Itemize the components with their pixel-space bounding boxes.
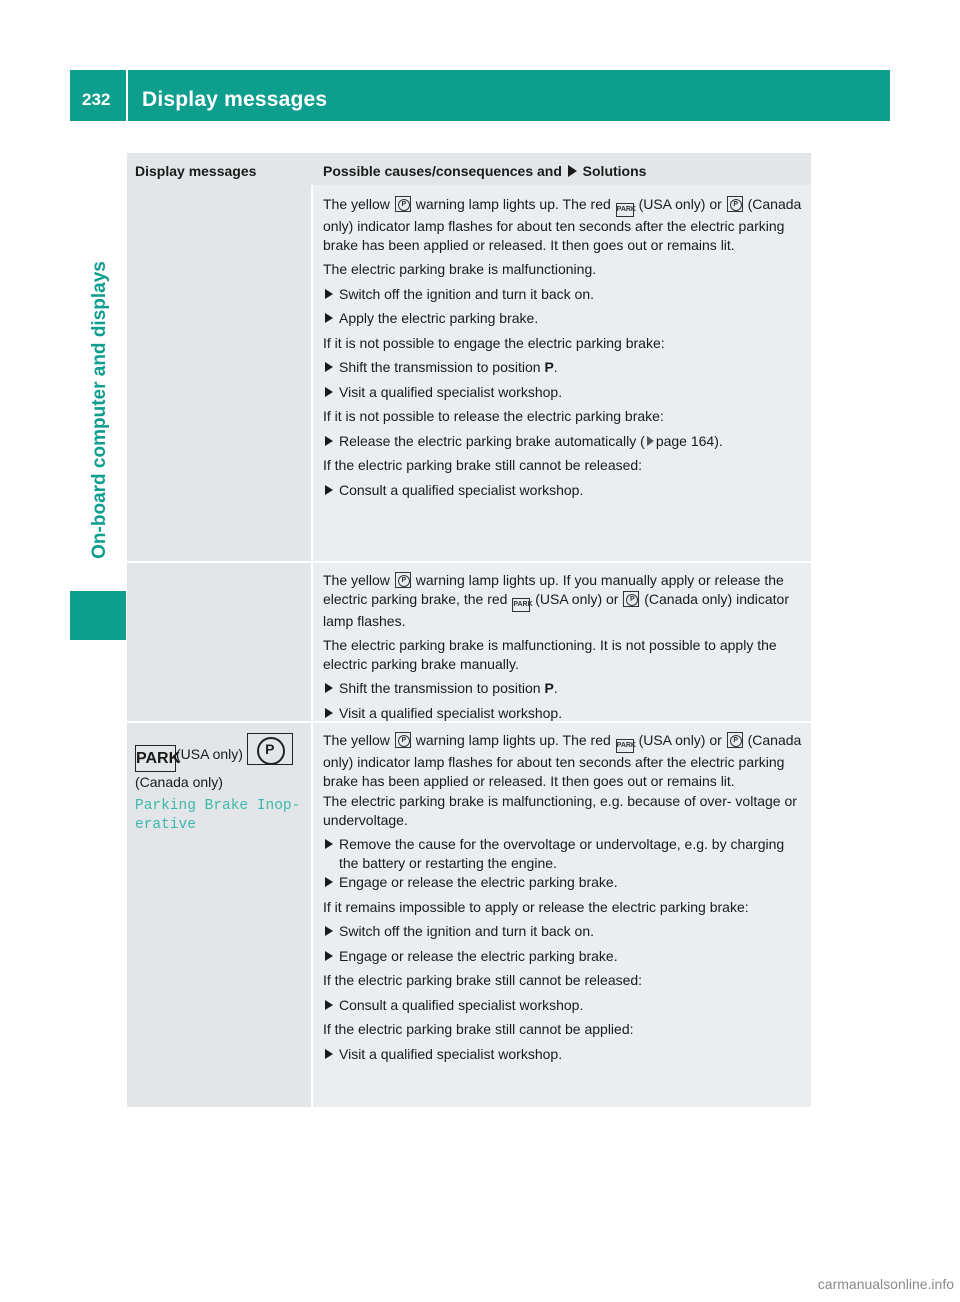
side-tab-label: On-board computer and displays (89, 261, 110, 559)
paragraph (323, 731, 805, 790)
page-header (70, 70, 890, 121)
parking-brake-p-icon (623, 591, 639, 607)
step-item (323, 358, 805, 377)
arrow-right-icon (568, 165, 577, 177)
step-arrow-icon (325, 1049, 333, 1059)
step-arrow-icon (325, 951, 333, 961)
step-item (323, 285, 805, 304)
text: Switch off the ignition and turn it back on. (339, 923, 595, 939)
paragraph: The electric parking brake is malfunctioning. (323, 261, 597, 277)
paragraph (323, 195, 805, 254)
display-message-cell (127, 563, 313, 721)
table-row (127, 723, 811, 1107)
step-arrow-icon (325, 485, 333, 495)
watermark: carmanualsonline.info (817, 1276, 954, 1292)
step-arrow-icon (325, 926, 333, 936)
page-reference-icon (647, 436, 654, 446)
display-message-cell (127, 185, 313, 561)
text: Release the electric parking brake automatically ( (339, 432, 645, 449)
step-item (323, 947, 805, 966)
parking-brake-warning-icon (247, 733, 293, 765)
paragraph: If the electric parking brake still cannot be released: (323, 457, 643, 473)
text: Consult a qualified specialist workshop. (339, 481, 584, 498)
step-arrow-icon (325, 436, 333, 446)
solutions-cell (313, 723, 811, 1107)
table-header (127, 153, 811, 185)
display-message-icons (135, 733, 303, 793)
parking-brake-p-icon (395, 732, 411, 748)
text: (Canada only) indicator lamp flashes for about ten seconds after the electric parking brake has been applied or released. It then goes out or remains lit. (323, 196, 802, 253)
paragraph: The electric parking brake is malfunctioning. It is not possible to apply the electric parking brake manually. (323, 637, 777, 672)
column-header-solutions-text: Solutions (582, 163, 647, 179)
parking-brake-p-icon (395, 572, 411, 588)
step-arrow-icon (325, 313, 333, 323)
page-title: Display messages (142, 88, 328, 111)
step-arrow-icon (325, 387, 333, 397)
text: Remove the cause for the overvoltage or undervoltage, e.g. by charging the battery or restarting the engine. (339, 836, 785, 871)
paragraph: If it is not possible to engage the electric parking brake: (323, 334, 665, 351)
step-item (323, 481, 805, 500)
text: warning lamp lights up. The red (415, 196, 611, 212)
display-message-cell (127, 723, 313, 1107)
text: warning lamp lights up. If you manually apply or release the electric parking brake, the red (323, 572, 784, 607)
display-messages-table (127, 153, 811, 1107)
step-item (323, 873, 805, 892)
park-icon: PARK (616, 203, 634, 217)
column-header-causes-solutions (313, 153, 811, 185)
text: . (553, 680, 558, 696)
header-divider (126, 70, 128, 121)
table-row (127, 185, 811, 563)
paragraph: The electric parking brake is malfunctioning, e.g. because of over‐ voltage or undervoltage. (323, 793, 797, 828)
text: (USA only) or (535, 590, 619, 607)
step-item (323, 922, 805, 941)
text: Engage or release the electric parking brake. (339, 874, 618, 890)
step-arrow-icon (325, 362, 333, 372)
text: Consult a qualified specialist workshop. (339, 996, 584, 1013)
column-header-display-messages: Display messages (135, 163, 257, 179)
step-arrow-icon (325, 1000, 333, 1010)
step-item (323, 1045, 805, 1064)
page-reference-link[interactable]: page 164). (655, 432, 723, 449)
text: (USA only) or (638, 732, 722, 748)
park-warning-icon: PARK (135, 745, 176, 772)
step-arrow-icon (325, 289, 333, 299)
text: (Canada only) indicator lamp flashes. (323, 590, 789, 629)
text: Shift the transmission to position (339, 680, 541, 696)
text: (USA only) or (638, 196, 722, 212)
step-item (323, 835, 805, 872)
step-arrow-icon (325, 708, 333, 718)
column-header-causes-text: Possible causes/consequences and (323, 163, 562, 179)
step-item (323, 996, 805, 1015)
side-tab (82, 200, 118, 620)
paragraph: If it is not possible to release the electric parking brake: (323, 408, 664, 424)
park-icon: PARK (512, 598, 530, 612)
text: Visit a qualified specialist workshop. (339, 383, 563, 400)
text: Visit a qualified specialist workshop. (339, 704, 563, 721)
text: Engage or release the electric parking brake. (339, 947, 618, 964)
parking-brake-p-icon (727, 196, 743, 212)
solutions-cell (313, 185, 811, 561)
side-tab-marker (70, 591, 126, 640)
paragraph: If the electric parking brake still cannot be released: (323, 972, 643, 988)
region-label-usa: (USA only) (176, 746, 243, 762)
paragraph: If the electric parking brake still cannot be applied: (323, 1021, 634, 1037)
step-arrow-icon (325, 839, 333, 849)
parking-brake-p-icon (395, 196, 411, 212)
step-item (323, 679, 805, 698)
text: warning lamp lights up. The red (415, 732, 611, 748)
text: . (553, 359, 558, 375)
step-arrow-icon (325, 683, 333, 693)
display-message-text: Parking Brake Inop‐ erative (135, 798, 301, 833)
step-item (323, 432, 805, 451)
text: Shift the transmission to position (339, 359, 541, 375)
text: (Canada only) indicator lamp flashes for about ten seconds after the electric parking brake has been applied or released. It then goes out or remains lit. (323, 732, 802, 789)
solutions-cell (313, 563, 811, 721)
paragraph (323, 571, 805, 630)
parking-brake-p-icon (727, 732, 743, 748)
text: Apply the electric parking brake. (339, 310, 539, 326)
paragraph: If it remains impossible to apply or release the electric parking brake: (323, 898, 749, 915)
park-icon: PARK (616, 739, 634, 753)
text: The yellow (323, 732, 390, 748)
text: The yellow (323, 196, 390, 212)
text: Switch off the ignition and turn it back on. (339, 285, 595, 302)
text: Visit a qualified specialist workshop. (339, 1045, 563, 1062)
region-label-canada: (Canada only) (135, 774, 223, 790)
step-item (323, 704, 805, 723)
position-label: P (544, 359, 554, 375)
table-row (127, 563, 811, 723)
page-number: 232 (82, 90, 111, 109)
step-arrow-icon (325, 877, 333, 887)
position-label: P (544, 680, 554, 696)
text: The yellow (323, 572, 390, 588)
step-item (323, 383, 805, 402)
step-item (323, 309, 805, 328)
